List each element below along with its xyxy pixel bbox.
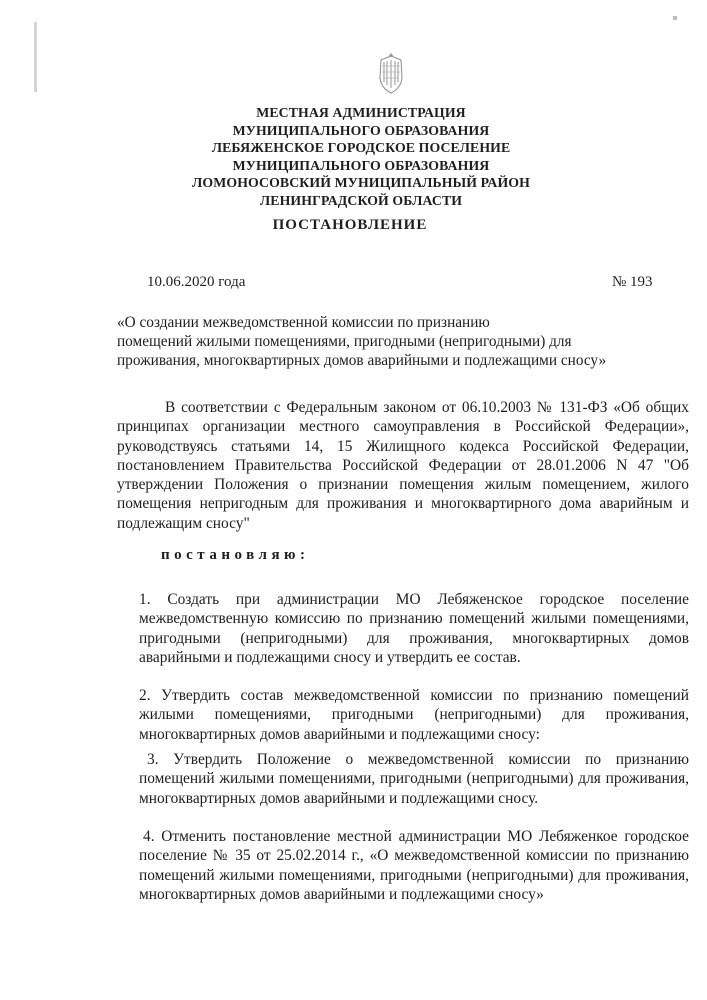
document-subject xyxy=(117,313,677,370)
resolution-item-3: 3. Утвердить Положение о межведомственной комиссии по признанию помещений жилыми помещениями, пригодными (непригодными) для проживания, многоквартирных домов аварийными и подлежащими сносу. xyxy=(139,751,689,807)
resolution-item-2: 2. Утвердить состав межведомственной комиссии по признанию помещений жилыми помещениями, пригодными (непригодными) для проживания, многоквартирных домов аварийными и подлежащими сносу: xyxy=(139,687,689,743)
header-line: ЛЕБЯЖЕНСКОЕ ГОРОДСКОЕ ПОСЕЛЕНИЕ xyxy=(211,140,511,156)
resolution-item-4: 4. Отменить постановление местной администрации МО Лебяженкое городское поселение № 35 от 25.02.2014 г., «О межведомственной комиссии по признанию помещений жилыми помещениями, пригодными (непригодными) для проживания, многоквартирных домов аварийными и подлежащими сносу» xyxy=(139,828,689,903)
header-line: МУНИЦИПАЛЬНОГО ОБРАЗОВАНИЯ xyxy=(232,122,490,138)
scan-artifact-left xyxy=(34,22,37,92)
subject-line: проживания, многоквартирных домов аварийными и подлежащими сносу» xyxy=(117,352,607,369)
issuing-authority-header xyxy=(160,104,562,210)
header-line: ЛОМОНОСОВСКИЙ МУНИЦИПАЛЬНЫЙ РАЙОН xyxy=(192,175,530,191)
document-number: № 193 xyxy=(612,274,653,290)
document-title: ПОСТАНОВЛЕНИЕ xyxy=(272,217,428,233)
subject-line: помещений жилыми помещениями, пригодными (непригодными) для xyxy=(117,333,572,350)
document-date: 10.06.2020 года xyxy=(147,274,246,290)
subject-line: «О создании межведомственной комиссии по признанию xyxy=(117,314,490,331)
header-line: МУНИЦИПАЛЬНОГО ОБРАЗОВАНИЯ xyxy=(232,157,490,173)
scan-artifact-right xyxy=(673,16,677,20)
resolution-item-1: 1. Создать при администрации МО Лебяженское городское поселение межведомственную комиссию по признанию помещений жилыми помещениями, пригодными (непригодными) для проживания, многоквартирных домов аварийными и подлежащими сносу и утвердить ее состав. xyxy=(139,591,689,666)
preamble-paragraph: В соответствии с Федеральным законом от 06.10.2003 № 131-ФЗ «Об общих принципах организации местного самоуправления в Российской Федерации», руководствуясь статьями 14, 15 Жилищного кодекса Российской Федерации, постановлением Правительства Российской Федерации от 28.01.2006 N 47 "Об утверждении Положения о признании помещения жилым помещением, жилого помещения непригодным для проживания и многоквартирного дома аварийным и подлежащим сносу" xyxy=(117,399,689,532)
header-line: ЛЕНИНГРАДСКОЙ ОБЛАСТИ xyxy=(259,192,463,208)
header-line: МЕСТНАЯ АДМИНИСТРАЦИЯ xyxy=(256,105,466,120)
coat-of-arms-emblem xyxy=(375,52,407,96)
resolve-heading: постановляю: xyxy=(161,547,310,563)
